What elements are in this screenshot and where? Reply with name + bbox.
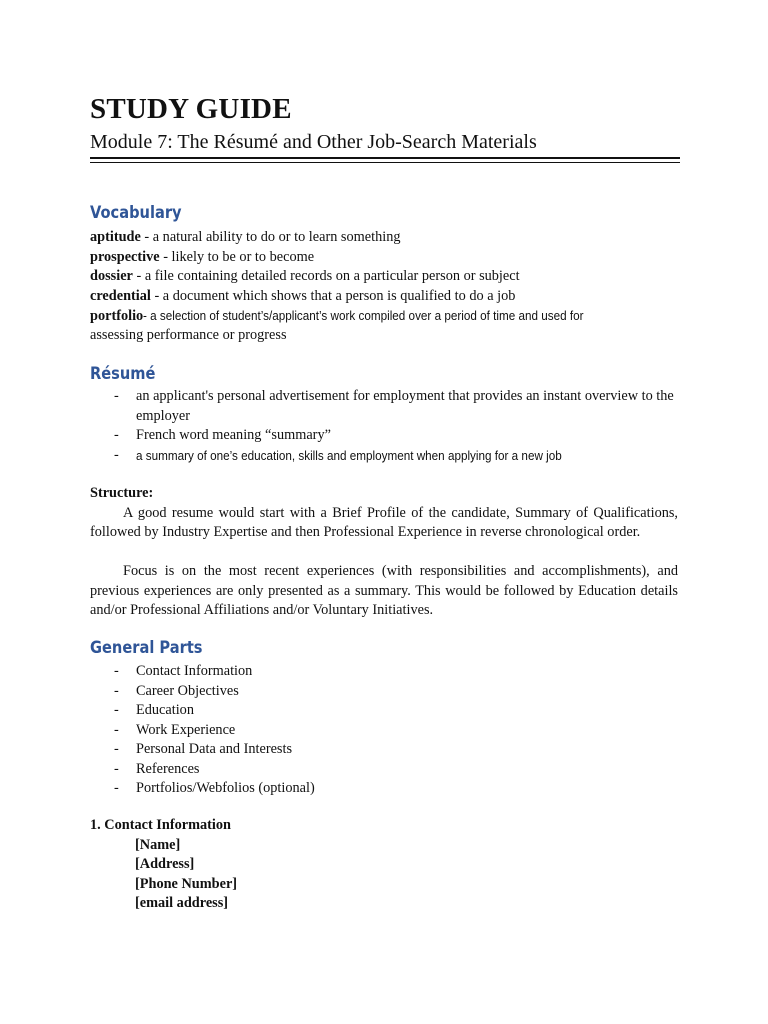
list-item: - an applicant's personal advertisement for employment that provides an instant overview to the employer	[90, 387, 678, 426]
list-item	[90, 446, 678, 467]
contact-field-address: [Address]	[135, 856, 195, 872]
title-rule-thick	[90, 157, 680, 159]
list-item: - Personal Data and Interests	[90, 740, 678, 760]
vocab-definition: - likely to be or to become	[159, 248, 315, 265]
contact-information-heading: 1. Contact Information	[90, 817, 231, 833]
list-item: - References	[90, 760, 678, 780]
resume-heading: Résumé	[90, 364, 156, 384]
list-item: - Career Objectives	[90, 682, 678, 702]
title-rule-thin	[90, 162, 680, 163]
vocab-definition-continuation: assessing performance or progress	[90, 326, 287, 343]
vocab-definition: - a natural ability to do or to learn something	[140, 229, 401, 245]
vocab-entry-prospective	[90, 248, 314, 268]
contact-field-phone: [Phone Number]	[135, 875, 238, 892]
general-parts-list	[90, 662, 678, 799]
list-item: - Work Experience	[90, 721, 678, 741]
page-title: STUDY GUIDE	[90, 93, 292, 125]
vocab-entry-credential	[90, 287, 515, 307]
list-item: - Portfolios/Webfolios (optional)	[90, 779, 678, 799]
vocab-term: aptitude	[90, 229, 141, 245]
vocab-term: portfolio	[90, 308, 144, 324]
structure-paragraph-1: A good resume would start with a Brief Profile of the candidate, Summary of Qualifications, followed by Industry Expertise and then Professional Experience in reverse chronological order.	[90, 504, 678, 540]
vocabulary-heading: Vocabulary	[90, 203, 182, 223]
structure-paragraph-2: Focus is on the most recent experiences (with responsibilities and accomplishments), and previous experiences are only presented as a summary. This would be followed by Education details and/or Professional Affiliations and/or Voluntary Initiatives.	[90, 563, 678, 618]
contact-field-email: [email address]	[135, 895, 229, 911]
list-item-text: a summary of one’s education, skills and employment when applying for a new job	[136, 447, 562, 463]
list-item: - French word meaning “summary”	[90, 426, 678, 446]
list-item: - Education	[90, 701, 678, 721]
page-subtitle: Module 7: The Résumé and Other Job-Search Materials	[90, 131, 537, 153]
vocab-definition: - a document which shows that a person is qualified to do a job	[150, 287, 516, 304]
vocab-entry-dossier	[90, 267, 520, 287]
vocab-definition: - a selection of student’s/applicant’s work compiled over a period of time and used for	[143, 308, 584, 323]
contact-field-name: [Name]	[135, 836, 181, 853]
vocab-term: dossier	[90, 268, 133, 284]
list-item: - Contact Information	[90, 662, 678, 682]
vocab-term: prospective	[90, 248, 160, 265]
resume-bullet-list	[90, 387, 678, 466]
structure-label: Structure:	[90, 485, 154, 501]
vocab-definition: - a file containing detailed records on a particular person or subject	[132, 268, 520, 284]
vocab-entry-portfolio	[90, 306, 633, 327]
general-parts-heading: General Parts	[90, 638, 203, 658]
vocab-term: credential	[90, 287, 151, 304]
vocab-entry-aptitude	[90, 228, 401, 248]
